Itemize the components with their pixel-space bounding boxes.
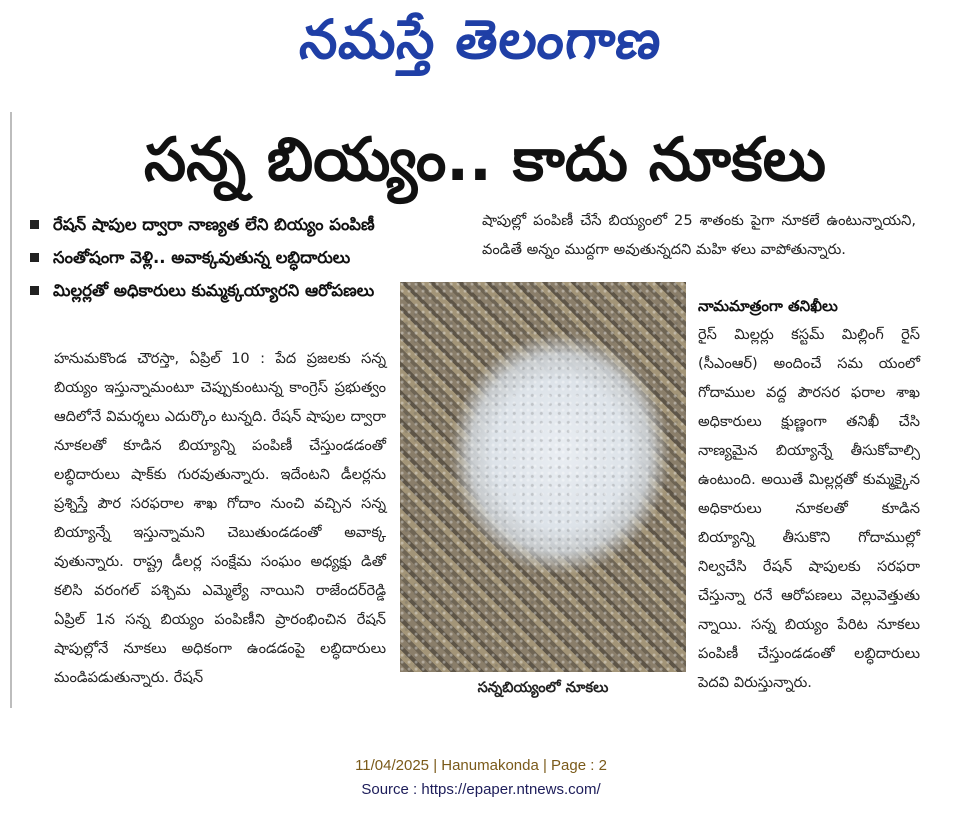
bullet-item	[30, 241, 480, 274]
article-body-top-column: షాపుల్లో పంపిణీ చేసే బియ్యంలో 25 శాతంకు పైగా నూకలే ఉంటున్నాయని, వండితే అన్నం ముద్దగా అవుతున్నదని మహి ళలు వాపోతున్నారు.	[482, 212, 916, 258]
footer-source-link[interactable]: Source : https://epaper.ntnews.com/	[361, 781, 601, 798]
footer-date-edition: 11/04/2025 | Hanumakonda | Page : 2	[355, 757, 607, 774]
article-body-left-column: హనుమకొండ చౌరస్తా, ఏప్రిల్ 10 : పేద ప్రజలకు సన్న బియ్యం ఇస్తున్నామంటూ చెప్పుకుంటున్న కాంగ్రెస్ ప్రభుత్వం ఆదిలోనే విమర్శలు ఎదుర్కొం టున్నది. రేషన్ షాపుల ద్వారా నూకలతో కూడిన బియ్యాన్ని పంపిణీ చేస్తుండడంతో లబ్ధిదారులు షాక్‌కు గురవుతున్నారు. ఇదేంటని డీలర్లను ప్రశ్నిస్తే పౌర సరఫరాల శాఖ గోదాం నుంచి వచ్చిన సన్న బియ్యాన్నే ఇస్తున్నామని చెబుతుండడంతో అవాక్క వుతున్నారు. రాష్ట్ర డీలర్ల సంక్షేమ సంఘం అధ్యక్షు డితో కలిసి వరంగల్ పశ్చిమ ఎమ్మెల్యే నాయిని రాజేందర్‌రెడ్డి ఏప్రిల్ 1న సన్న బియ్యం పంపిణీని ప్రారంభించిన రేషన్ షాపుల్లోనే నూకలు అధికంగా ఉండడంపై లబ్ధిదారులు మండిపడుతున్నారు. రేషన్	[54, 350, 386, 686]
square-bullet-icon	[30, 253, 39, 262]
bullet-item	[30, 208, 480, 241]
article-body-right-column: రైస్ మిల్లర్లు కస్టమ్ మిల్లింగ్ రైస్ (సీఎంఆర్) అందించే సమ యంలో గోదాముల వద్ద పౌరసర ఫరాల శాఖ అధికారులు క్షుణ్ణంగా తనిఖీ చేసి నాణ్యమైన బియ్యాన్నే తీసుకోవాల్సి ఉంటుంది. అయితే మిల్లర్లతో కుమ్మక్కైన అధికారులు నూకలతో కూడిన బియ్యాన్ని తీసుకొని గోదాముల్లో నిల్వచేసి రేషన్ షాపులకు సరఫరా చేస్తున్నా రనే ఆరోపణలు వెల్లువెత్తుతు న్నాయి. సన్న బియ్యం పేరిట నూకలు పంపిణీ చేస్తుండడంతో లబ్ధిదారులు పెదవి విరుస్తున్నారు.	[698, 326, 920, 691]
article-headline: సన్న బియ్యం.. కాదు నూకలు	[143, 125, 827, 195]
square-bullet-icon	[30, 220, 39, 229]
page-footer	[0, 754, 962, 802]
bullet-text: మిల్లర్లతో అధికారులు కుమ్మక్కయ్యారని ఆరోపణలు	[53, 281, 375, 300]
rice-photo	[400, 282, 686, 672]
bullet-text: రేషన్ షాపుల ద్వారా నాణ్యత లేని బియ్యం పంపిణీ	[53, 215, 375, 234]
bullet-text: సంతోషంగా వెళ్లి.. అవాక్కవుతున్న లబ్ధిదారులు	[53, 248, 351, 267]
newspaper-masthead: నమస్తే తెలంగాణ	[296, 8, 666, 71]
section-subheading: నామమాత్రంగా తనిఖీలు	[698, 297, 838, 315]
photo-caption: సన్నబియ్యంలో నూకలు	[477, 680, 609, 696]
rice-grain-texture	[400, 282, 686, 672]
square-bullet-icon	[30, 286, 39, 295]
column-divider	[10, 112, 12, 708]
